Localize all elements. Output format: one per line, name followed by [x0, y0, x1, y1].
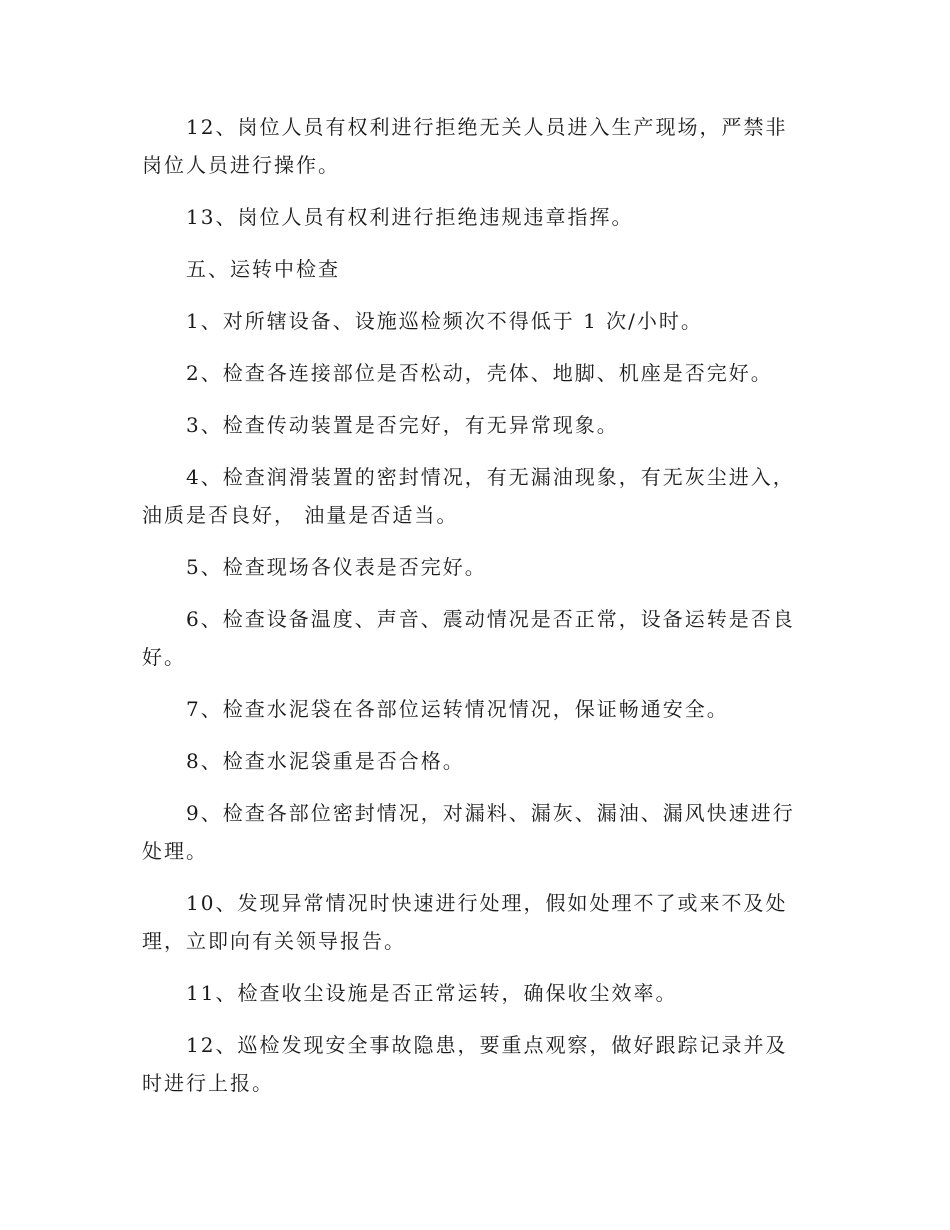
- paragraph-item-11: 11、检查收尘设施是否正常运转，确保收尘效率。: [186, 981, 678, 1005]
- paragraph-item-6: 6、检查设备温度、声音、震动情况是否正常，设备运转是否良好。: [142, 607, 795, 669]
- paragraph-item-3: 3、检查传动装置是否完好，有无异常现象。: [186, 413, 619, 437]
- section-heading-running-inspection: 五、运转中检查: [186, 257, 340, 281]
- paragraph-item-1: 1、对所辖设备、设施巡检频次不得低于 1 次/小时。: [186, 309, 703, 333]
- paragraph-item-8: 8、检查水泥袋重是否合格。: [186, 749, 465, 773]
- paragraph-item-4: 4、检查润滑装置的密封情况，有无漏油现象，有无灰尘进入，油质是否良好， 油量是否适当。: [142, 465, 795, 527]
- paragraph-item-13-refuse-illegal-command: 13、岗位人员有权利进行拒绝违规违章指挥。: [186, 205, 634, 229]
- paragraph-item-9: 9、检查各部位密封情况，对漏料、漏灰、漏油、漏风快速进行处理。: [142, 801, 795, 863]
- paragraph-item-2: 2、检查各连接部位是否松动，壳体、地脚、机座是否完好。: [186, 361, 773, 385]
- paragraph-item-7: 7、检查水泥袋在各部位运转情况情况，保证畅通安全。: [186, 697, 729, 721]
- paragraph-item-12-report-hazards: 12、巡检发现安全事故隐患，要重点观察，做好跟踪记录并及时进行上报。: [142, 1033, 788, 1095]
- paragraph-item-12-staff-refuse-unrelated: 12、岗位人员有权利进行拒绝无关人员进入生产现场，严禁非岗位人员进行操作。: [142, 115, 788, 177]
- paragraph-item-10: 10、发现异常情况时快速进行处理，假如处理不了或来不及处理，立即向有关领导报告。: [142, 891, 788, 953]
- document-body: [142, 108, 807, 1116]
- paragraph-item-5: 5、检查现场各仪表是否完好。: [186, 555, 487, 579]
